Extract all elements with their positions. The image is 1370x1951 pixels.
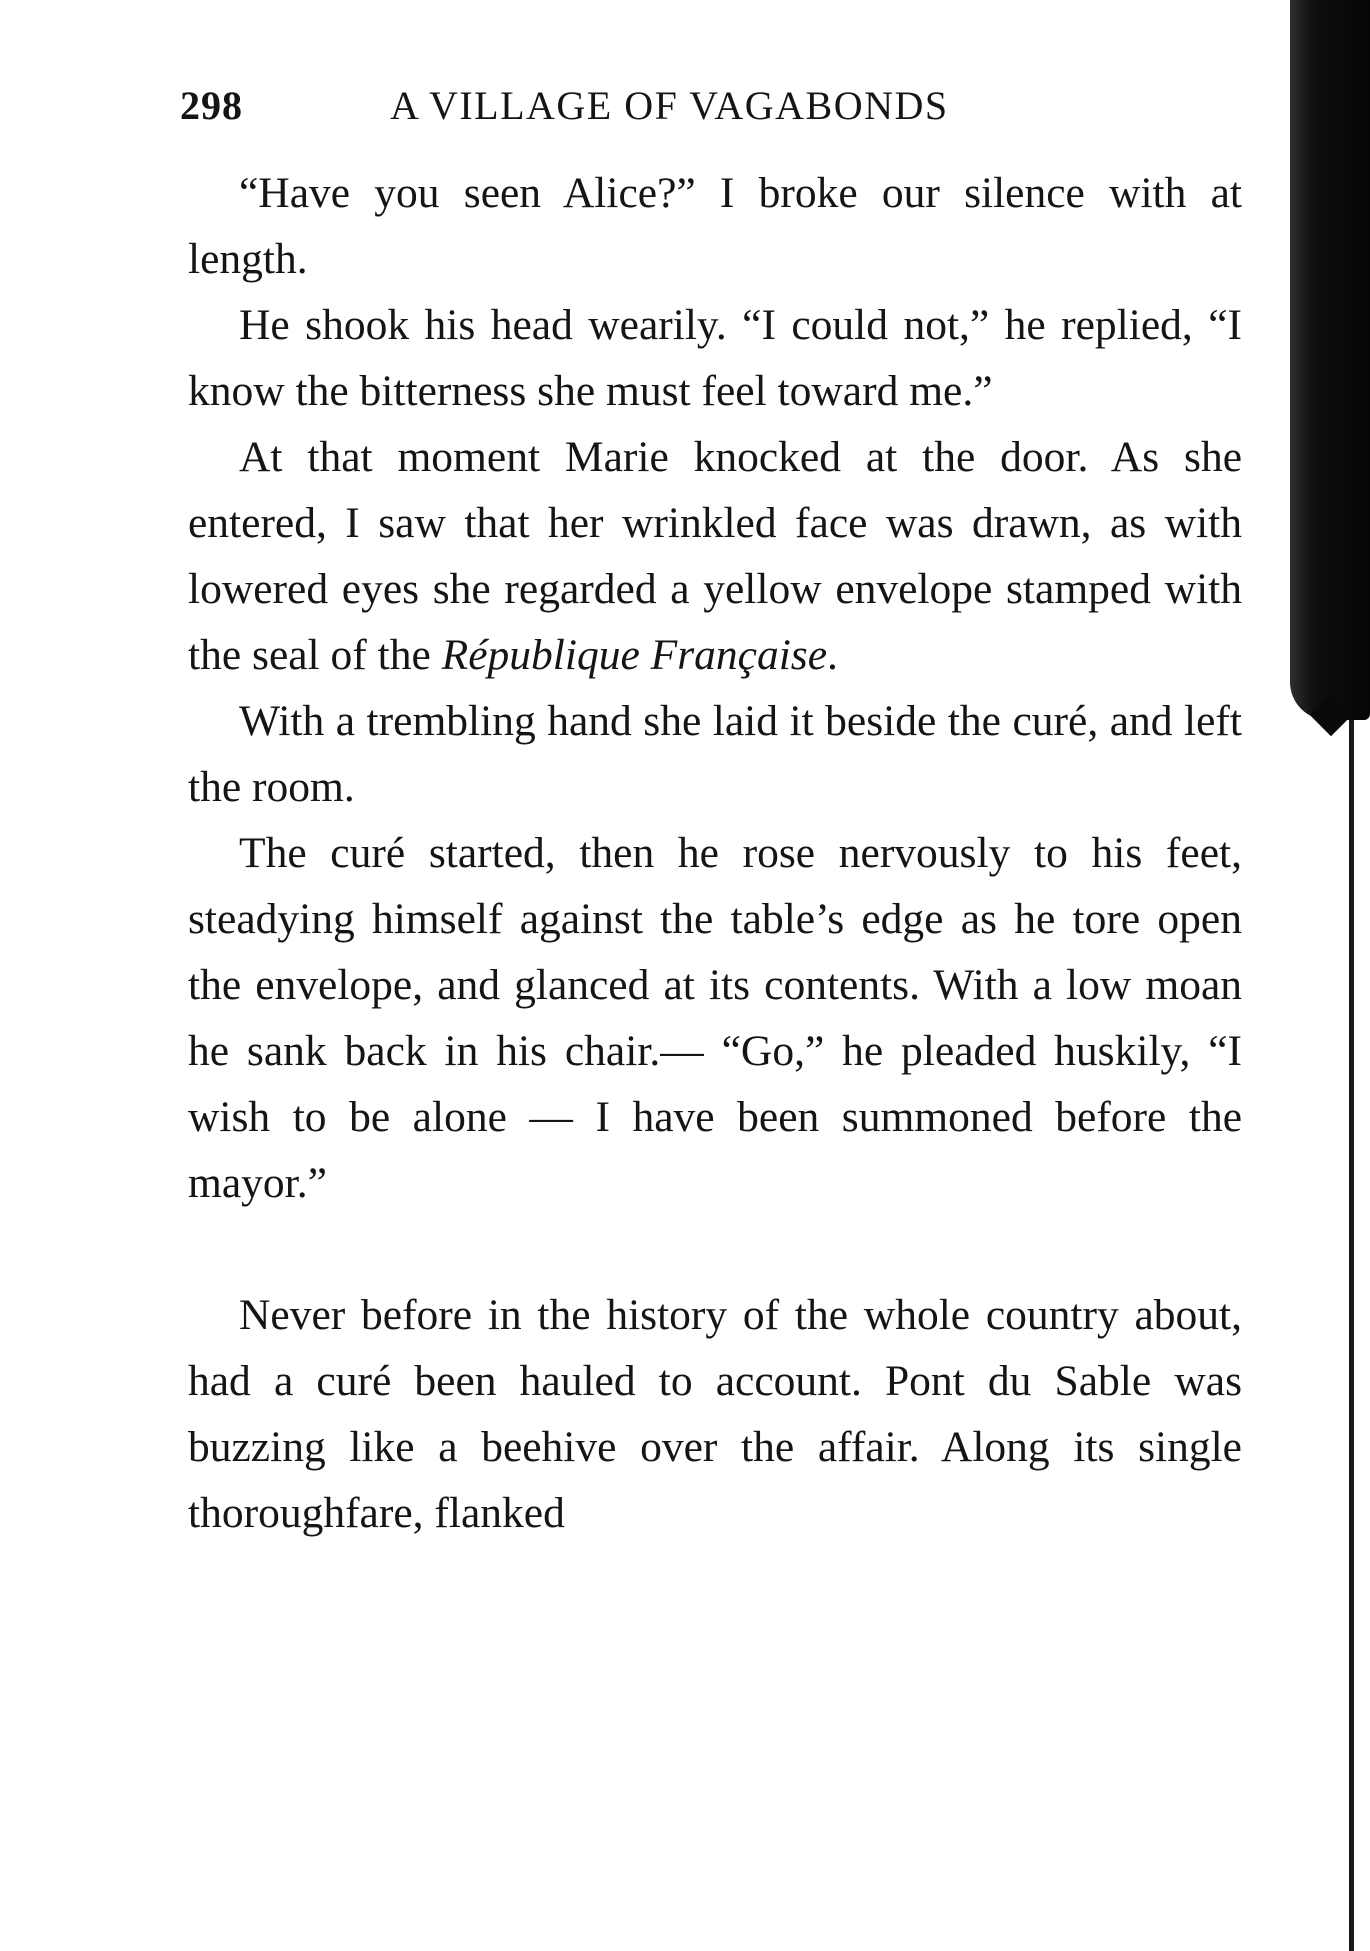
paragraph-3	[188, 424, 1242, 688]
paragraph-4: With a trembling hand she laid it beside the curé, and left the room.	[188, 697, 1242, 811]
paragraph-5: The curé started, then he rose nervously to his feet, steadying himself against the table’s edge as he tore open the envelope, and glanced at its contents. With a low moan he sank back in his chair.— “Go,” he pleaded huskily, “I wish to be alone — I have been summoned before the mayor.”	[188, 829, 1242, 1207]
paragraph-2: He shook his head wearily. “I could not,” he replied, “I know the bitterness she must feel toward me.”	[188, 301, 1242, 415]
page-binding-shadow	[1290, 0, 1370, 720]
running-header	[180, 82, 1240, 142]
paragraph-3-text: At that moment Marie knocked at the door. As she entered, I saw that her wrinkled face was drawn, as with lowered eyes she regarded a yellow envelope stamped with the seal of the	[188, 433, 1242, 679]
paragraph-3-end: .	[827, 631, 838, 679]
paragraph-3-italic-phrase: République Française	[441, 631, 828, 679]
page-edge-line	[1349, 720, 1354, 1951]
paragraph-1: “Have you seen Alice?” I broke our silence with at length.	[188, 169, 1242, 283]
page-number: 298	[180, 83, 243, 128]
body-text	[188, 160, 1242, 1546]
running-title: A VILLAGE OF VAGABONDS	[390, 83, 949, 128]
paragraph-6: Never before in the history of the whole country about, had a curé been hauled to account. Pont du Sable was buzzing like a beehive over the affair. Along its single thoroughfare, flanked	[188, 1291, 1242, 1537]
